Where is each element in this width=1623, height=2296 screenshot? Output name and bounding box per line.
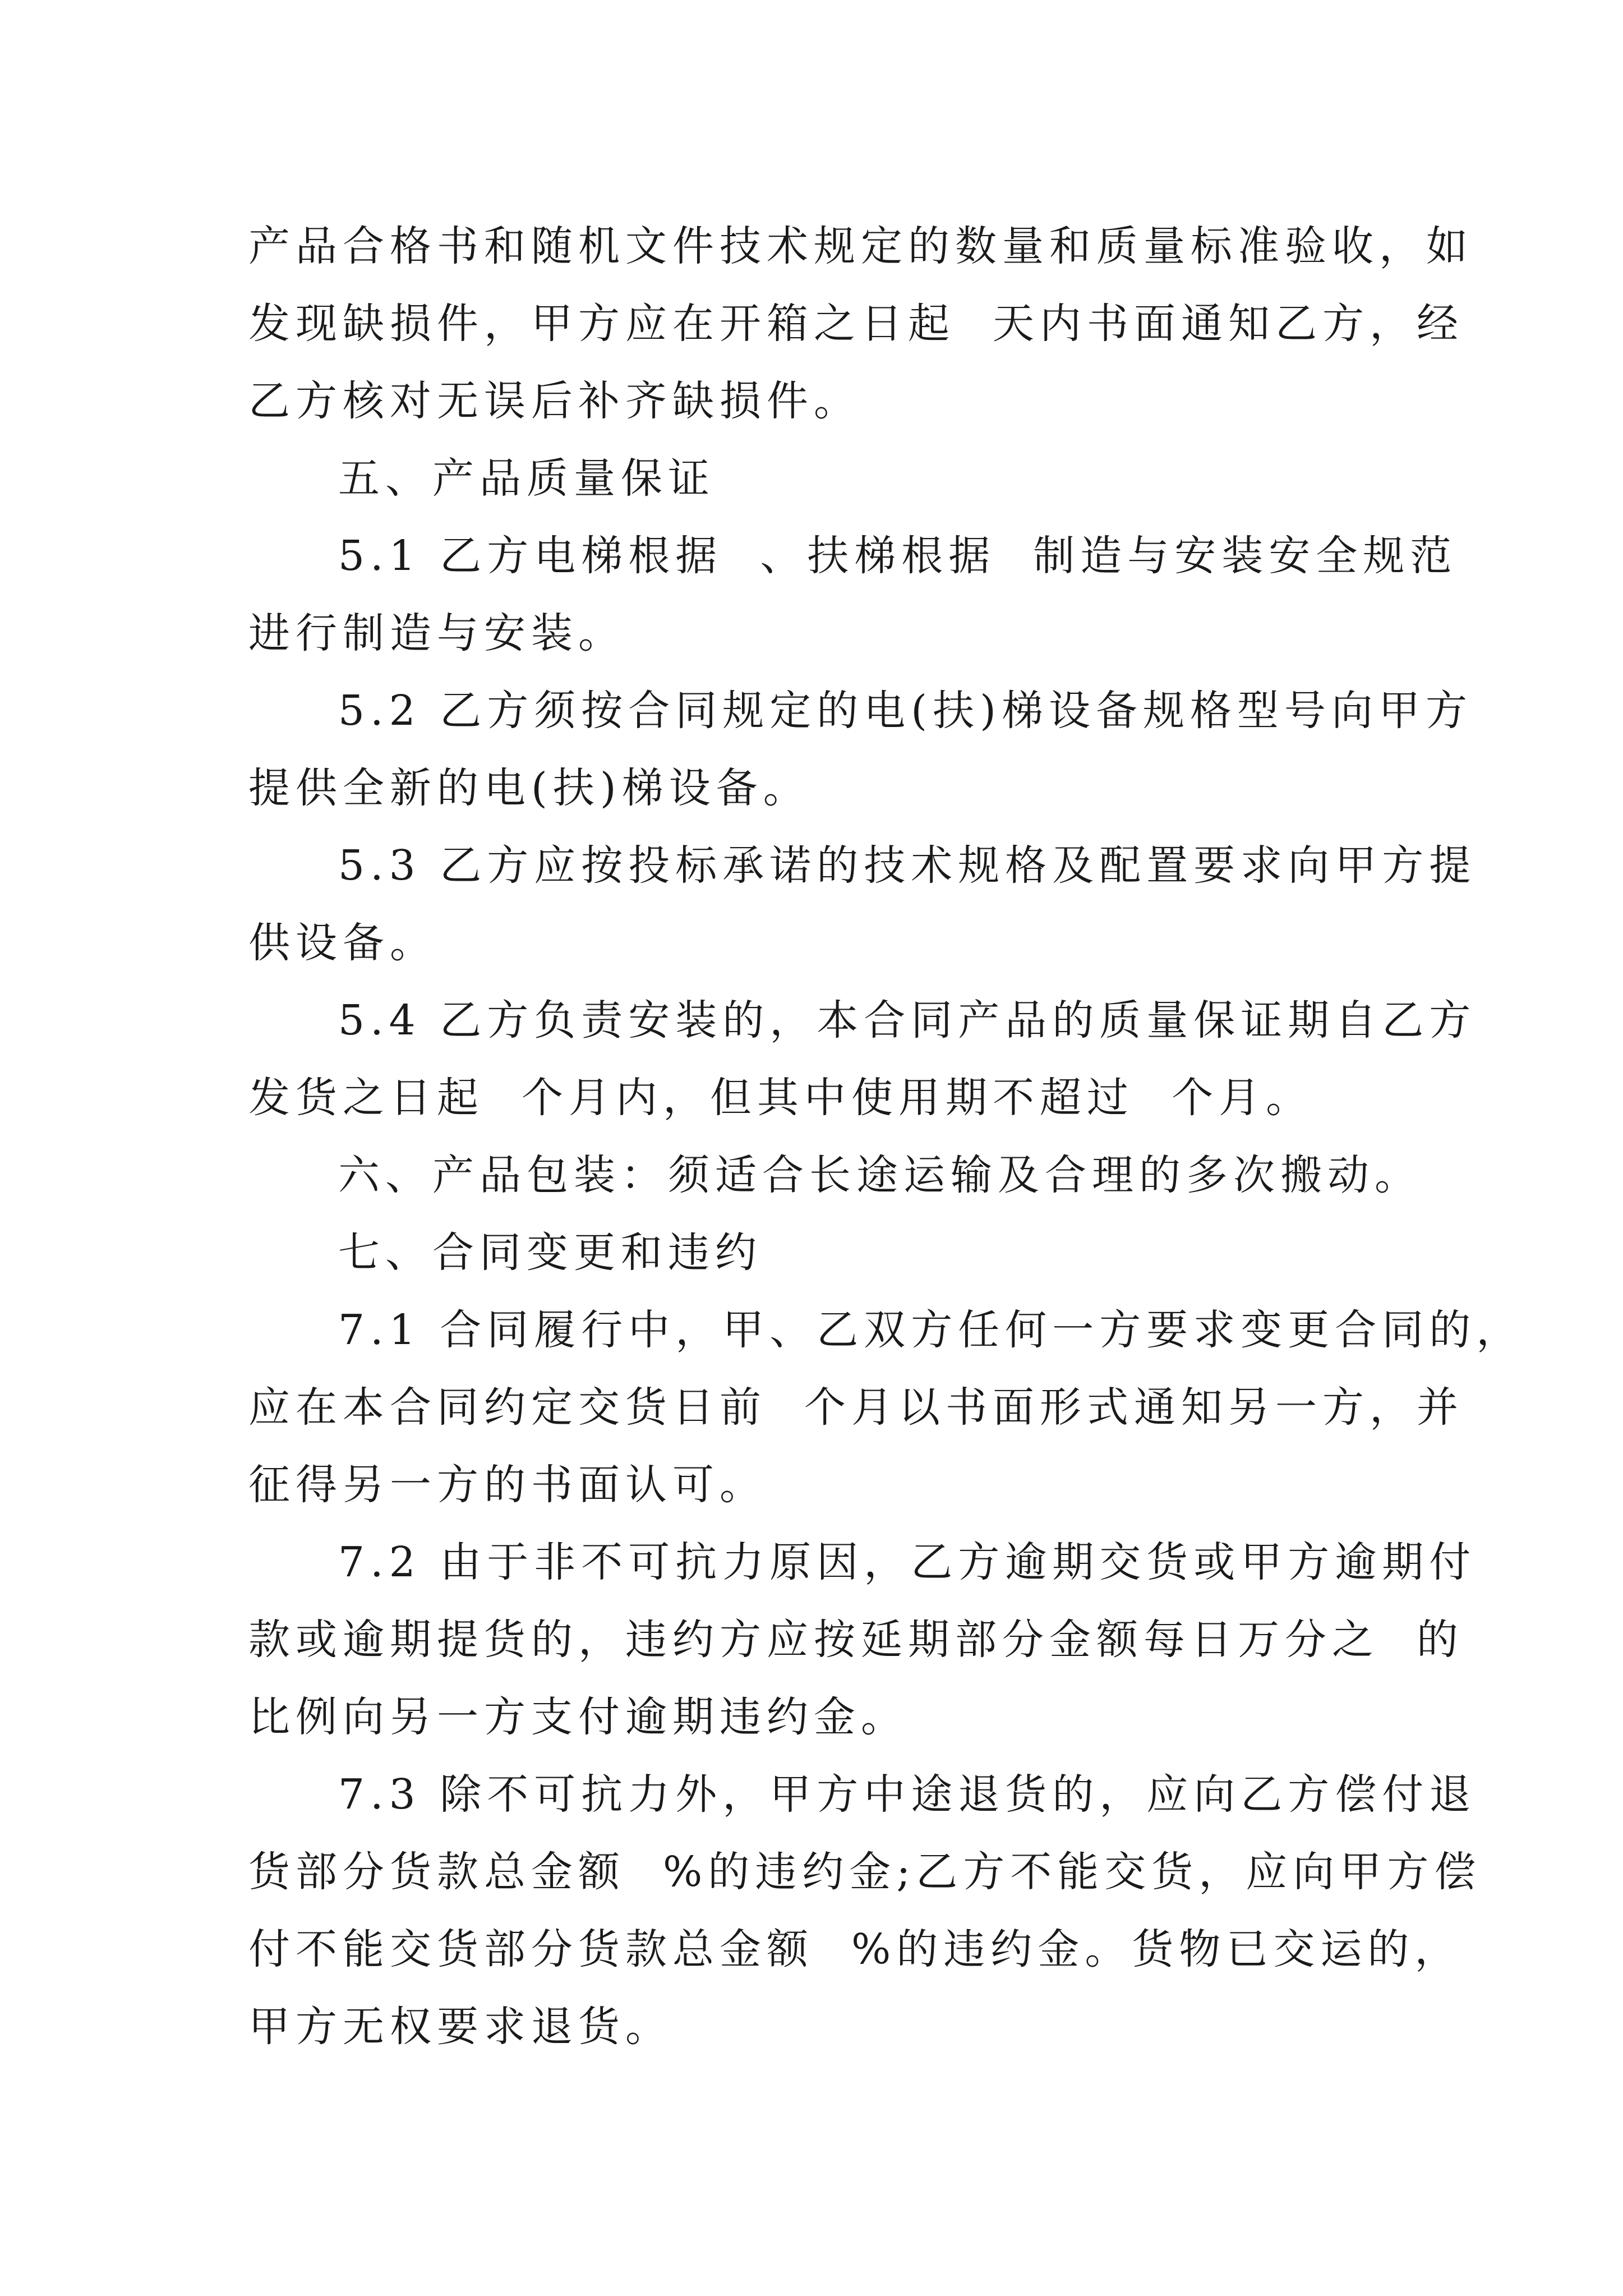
text-line: 货部分货款总金额 %的违约金;乙方不能交货，应向甲方偿 <box>248 1848 1482 1896</box>
clause-line: 5.1 乙方电梯根据 、扶梯根据 制造与安装安全规范 <box>338 532 1458 580</box>
text-line: 应在本合同约定交货日前 个月以书面形式通知另一方，并 <box>248 1383 1464 1432</box>
document-body <box>248 208 1524 2065</box>
clause-line: 5.2 乙方须按合同规定的电(扶)梯设备规格型号向甲方 <box>338 687 1473 735</box>
text-line: 比例向另一方支付逾期违约金。 <box>248 1693 908 1741</box>
text-line: 甲方无权要求退货。 <box>248 2003 672 2051</box>
text-line: 产品合格书和随机文件技术规定的数量和质量标准验收，如 <box>248 222 1473 270</box>
clause-line: 5.4 乙方负责安装的，本合同产品的质量保证期自乙方 <box>338 996 1477 1045</box>
text-line: 乙方核对无误后补齐缺损件。 <box>248 377 861 425</box>
text-line: 提供全新的电(扶)梯设备。 <box>248 764 810 812</box>
text-line: 供设备。 <box>248 919 437 967</box>
clause-line: 7.3 除不可抗力外，甲方中途退货的，应向乙方偿付退 <box>338 1770 1477 1819</box>
section-heading: 五、产品质量保证 <box>338 454 715 503</box>
text-line: 款或逾期提货的，违约方应按延期部分金额每日万分之 的 <box>248 1616 1464 1664</box>
text-line: 征得另一方的书面认可。 <box>248 1461 767 1509</box>
clause-line: 5.3 乙方应按投标承诺的技术规格及配置要求向甲方提 <box>338 841 1477 890</box>
text-line: 进行制造与安装。 <box>248 609 625 657</box>
text-line: 发货之日起 个月内，但其中使用期不超过 个月。 <box>248 1074 1313 1122</box>
section-heading: 七、合同变更和违约 <box>338 1228 762 1277</box>
section-heading: 六、产品包装：须适合长途运输及合理的多次搬动。 <box>338 1151 1422 1199</box>
clause-line: 7.2 由于非不可抗力原因，乙方逾期交货或甲方逾期付 <box>338 1538 1477 1586</box>
clause-line: 7.1 合同履行中，甲、乙双方任何一方要求变更合同的， <box>338 1306 1524 1354</box>
text-line: 付不能交货部分货款总金额 %的违约金。货物已交运的， <box>248 1925 1462 1973</box>
text-line: 发现缺损件，甲方应在开箱之日起 天内书面通知乙方，经 <box>248 300 1464 348</box>
